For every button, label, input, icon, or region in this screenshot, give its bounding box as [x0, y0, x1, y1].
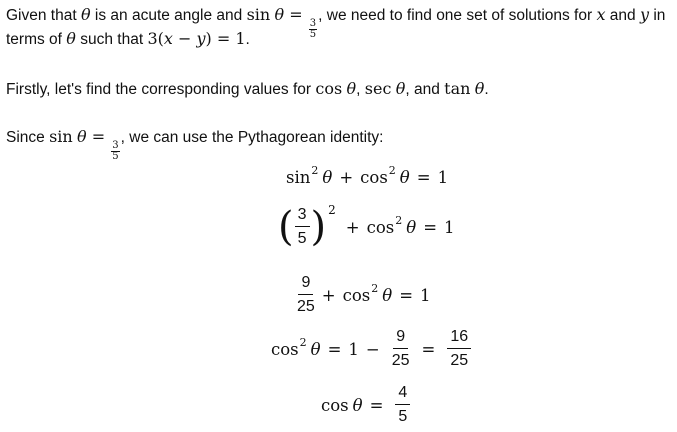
theta-symbol: θ — [274, 5, 285, 24]
theta-symbol: θ — [322, 168, 333, 187]
fraction-denominator: 25 — [391, 352, 410, 369]
plus-sign: + — [345, 217, 360, 237]
text: , we need to find one set of solutions for — [318, 7, 597, 24]
text: Firstly, let's find the corresponding values for — [6, 81, 316, 98]
fraction-numerator: 9 — [393, 327, 408, 349]
theta-symbol: θ — [310, 339, 321, 359]
equals-sign: = — [423, 217, 438, 237]
sin-function: sin — [49, 127, 73, 146]
fraction — [297, 273, 315, 317]
text: in — [649, 7, 666, 24]
cos-function: cos — [342, 285, 371, 305]
cos-function: cos — [271, 339, 299, 359]
cos-values-paragraph — [6, 78, 489, 101]
theta-symbol: θ — [77, 127, 87, 146]
fraction-denominator: 5 — [309, 29, 317, 40]
intro-paragraph-line-2 — [6, 28, 250, 51]
theta-symbol: θ — [66, 29, 76, 48]
fraction — [447, 327, 471, 371]
fraction-denominator: 5 — [398, 408, 408, 425]
theta-symbol: θ — [352, 395, 363, 415]
exponent: 2 — [371, 281, 379, 295]
text: Since — [6, 129, 50, 146]
equals-sign: = — [284, 5, 308, 24]
simplified-equation — [292, 273, 431, 317]
substituted-equation — [278, 205, 455, 249]
variable-y: y — [196, 29, 206, 48]
inline-fraction — [309, 19, 317, 40]
fraction-numerator: 3 — [309, 18, 317, 29]
variable-y: y — [639, 5, 650, 24]
theta-symbol: θ — [382, 285, 393, 305]
identity-equation — [286, 164, 449, 187]
variable-x: x — [596, 5, 606, 24]
text: Given that — [6, 7, 81, 24]
equals-sign: = — [399, 285, 414, 305]
value-one: 1 — [348, 339, 359, 359]
cos-function: cos — [360, 168, 388, 187]
right-paren: ) — [310, 204, 327, 250]
exponent: 2 — [328, 203, 336, 217]
text: and — [605, 7, 640, 24]
cos-function: cos — [315, 79, 343, 98]
fraction — [395, 383, 410, 427]
text: . — [484, 81, 489, 98]
equals-sign: = — [327, 339, 342, 359]
text: . — [245, 31, 250, 48]
cos-squared-equation — [271, 327, 476, 371]
text: , — [356, 81, 365, 98]
equals-sign: = — [416, 168, 431, 187]
fraction-numerator: 3 — [295, 205, 310, 227]
fraction-denominator: 25 — [450, 352, 469, 369]
exponent: 2 — [395, 213, 403, 227]
text: is an acute angle and — [90, 7, 247, 24]
theta-symbol: θ — [406, 217, 417, 237]
fraction-numerator: 9 — [298, 273, 313, 295]
theta-symbol: θ — [80, 5, 91, 24]
equals-sign: = — [86, 127, 111, 146]
text: terms of — [6, 31, 67, 48]
text: , and — [405, 81, 445, 98]
fraction-numerator: 4 — [395, 383, 410, 405]
fraction-numerator: 3 — [112, 140, 119, 151]
equals-sign: = — [369, 395, 384, 415]
exponent: 2 — [299, 335, 307, 349]
fraction-denominator: 5 — [112, 151, 119, 162]
rhs-value: 1 — [420, 285, 431, 305]
fraction — [392, 327, 410, 371]
sin-function: sin — [246, 5, 271, 24]
tan-function: tan — [444, 79, 471, 98]
left-paren: ( — [278, 204, 294, 250]
cos-result-equation — [321, 383, 415, 427]
rhs-value: 1 — [444, 217, 455, 237]
minus-sign: − — [365, 339, 380, 359]
identity-paragraph — [6, 126, 383, 162]
theta-symbol: θ — [395, 79, 406, 98]
inline-fraction — [111, 141, 119, 162]
sin-function: sin — [286, 168, 311, 187]
equals-sign: = — [421, 339, 436, 359]
expression-part: 3( — [147, 29, 164, 48]
theta-symbol: θ — [474, 79, 485, 98]
theta-symbol: θ — [346, 79, 357, 98]
fraction-numerator: 16 — [447, 327, 471, 349]
cos-function: cos — [321, 395, 349, 415]
sec-function: sec — [364, 79, 392, 98]
text: such that — [75, 31, 148, 48]
theta-symbol: θ — [399, 168, 410, 187]
plus-sign: + — [339, 168, 354, 187]
cos-function: cos — [366, 217, 395, 237]
variable-x: x — [163, 29, 173, 48]
exponent: 2 — [311, 164, 319, 177]
fraction-denominator: 5 — [297, 230, 307, 247]
plus-sign: + — [321, 285, 336, 305]
fraction-denominator: 25 — [297, 298, 315, 315]
expression-part: ) = 1 — [205, 29, 246, 48]
fraction — [295, 205, 310, 249]
minus-sign: − — [172, 29, 197, 48]
text: , we can use the Pythagorean identity: — [120, 129, 384, 146]
rhs-value: 1 — [437, 168, 449, 187]
exponent: 2 — [388, 164, 396, 177]
